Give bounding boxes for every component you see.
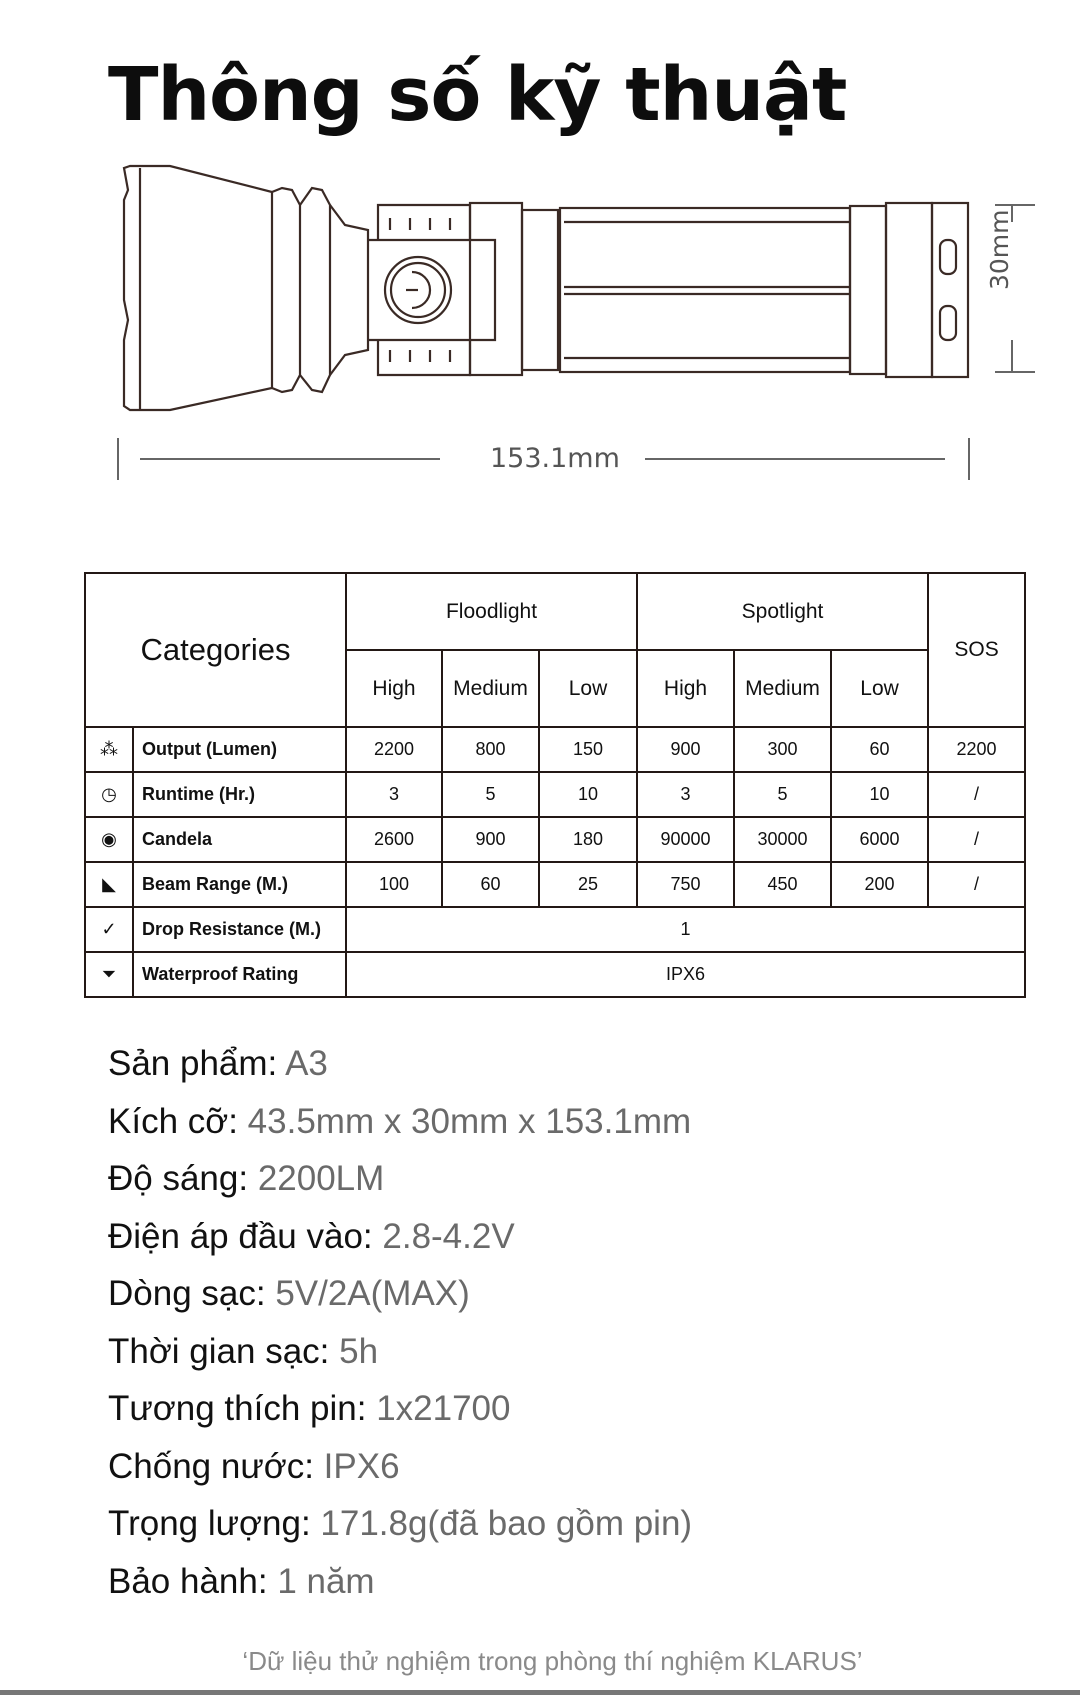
beam-icon: ◣ <box>85 862 133 907</box>
cell: 180 <box>539 817 637 862</box>
cell: 800 <box>442 727 539 772</box>
clock-icon: ◷ <box>85 772 133 817</box>
cell: 100 <box>346 862 442 907</box>
spec-value: 1 năm <box>277 1561 375 1601</box>
spec-item <box>108 1385 692 1443</box>
spec-item <box>108 1328 692 1386</box>
spec-value: 5h <box>339 1331 379 1371</box>
cell: 2200 <box>928 727 1025 772</box>
cell: 900 <box>442 817 539 862</box>
spec-key: Dòng sạc: <box>108 1274 276 1313</box>
spec-key: Độ sáng: <box>108 1159 258 1198</box>
sos-header: SOS <box>928 573 1025 727</box>
cell: / <box>928 772 1025 817</box>
spec-item <box>108 1443 692 1501</box>
mode-header: Medium <box>442 650 539 727</box>
cell: 2200 <box>346 727 442 772</box>
target-icon: ◉ <box>85 817 133 862</box>
row-label: Output (Lumen) <box>133 727 346 772</box>
spec-value: 2.8-4.2V <box>382 1216 515 1256</box>
cell: / <box>928 862 1025 907</box>
spec-item <box>108 1270 692 1328</box>
mode-header: Medium <box>734 650 831 727</box>
footer-note: ‘Dữ liệu thử nghiệm trong phòng thí nghiệm KLARUS’ <box>242 1646 863 1676</box>
spec-value: 171.8g(đã bao gồm pin) <box>320 1504 693 1543</box>
divider <box>0 1690 1080 1695</box>
cell: IPX6 <box>346 952 1025 997</box>
mode-header: High <box>637 650 734 727</box>
cell: 6000 <box>831 817 928 862</box>
cell: 25 <box>539 862 637 907</box>
flashlight-diagram <box>0 150 1080 490</box>
row-label: Candela <box>133 817 346 862</box>
spec-table <box>84 572 1026 998</box>
cell: 60 <box>442 862 539 907</box>
cell: 5 <box>734 772 831 817</box>
spec-value: 1x21700 <box>376 1389 511 1428</box>
waterproof-icon: ⏷ <box>85 952 133 997</box>
spec-item <box>108 1558 692 1616</box>
cell: 60 <box>831 727 928 772</box>
spec-key: Kích cỡ: <box>108 1101 248 1141</box>
cell: 5 <box>442 772 539 817</box>
mode-header: Low <box>539 650 637 727</box>
cell: 10 <box>831 772 928 817</box>
spec-item <box>108 1213 692 1271</box>
row-label: Drop Resistance (M.) <box>133 907 346 952</box>
cell: 90000 <box>637 817 734 862</box>
cell: / <box>928 817 1025 862</box>
cell: 300 <box>734 727 831 772</box>
spec-key: Chống nước: <box>108 1446 324 1486</box>
spec-value: 5V/2A(MAX) <box>275 1274 470 1313</box>
length-label: 153.1mm <box>490 443 620 474</box>
spec-item <box>108 1155 692 1213</box>
spotlight-header: Spotlight <box>637 573 928 650</box>
row-label: Runtime (Hr.) <box>133 772 346 817</box>
spec-value: IPX6 <box>323 1446 400 1486</box>
drop-check-icon: ✓ <box>85 907 133 952</box>
table-row <box>85 817 1025 862</box>
cell: 150 <box>539 727 637 772</box>
cell: 750 <box>637 862 734 907</box>
spec-key: Sản phẩm: <box>108 1044 286 1083</box>
spec-key: Tương thích pin: <box>108 1389 377 1428</box>
page-title: Thông số kỹ thuật <box>108 52 847 138</box>
categories-header: Categories <box>85 573 346 727</box>
table-row <box>85 862 1025 907</box>
cell: 3 <box>346 772 442 817</box>
cell: 1 <box>346 907 1025 952</box>
spec-key: Bảo hành: <box>108 1561 278 1601</box>
spec-item <box>108 1500 692 1558</box>
cell: 3 <box>637 772 734 817</box>
table-row <box>85 772 1025 817</box>
row-label: Beam Range (M.) <box>133 862 346 907</box>
floodlight-header: Floodlight <box>346 573 637 650</box>
cell: 30000 <box>734 817 831 862</box>
cell: 450 <box>734 862 831 907</box>
cell: 10 <box>539 772 637 817</box>
spec-list <box>108 1040 692 1615</box>
spec-key: Trọng lượng: <box>108 1504 321 1543</box>
spec-item <box>108 1040 692 1098</box>
spec-item <box>108 1098 692 1156</box>
spec-key: Thời gian sạc: <box>108 1331 340 1371</box>
mode-header: Low <box>831 650 928 727</box>
spec-value: 43.5mm x 30mm x 153.1mm <box>247 1101 692 1141</box>
diameter-label: 30mm <box>985 209 1014 290</box>
cell: 200 <box>831 862 928 907</box>
spec-value: A3 <box>285 1044 328 1083</box>
table-row <box>85 727 1025 772</box>
mode-header: High <box>346 650 442 727</box>
cell: 2600 <box>346 817 442 862</box>
row-label: Waterproof Rating <box>133 952 346 997</box>
cell: 900 <box>637 727 734 772</box>
spec-key: Điện áp đầu vào: <box>108 1216 383 1256</box>
light-burst-icon: ⁂ <box>85 727 133 772</box>
spec-value: 2200LM <box>257 1159 385 1198</box>
